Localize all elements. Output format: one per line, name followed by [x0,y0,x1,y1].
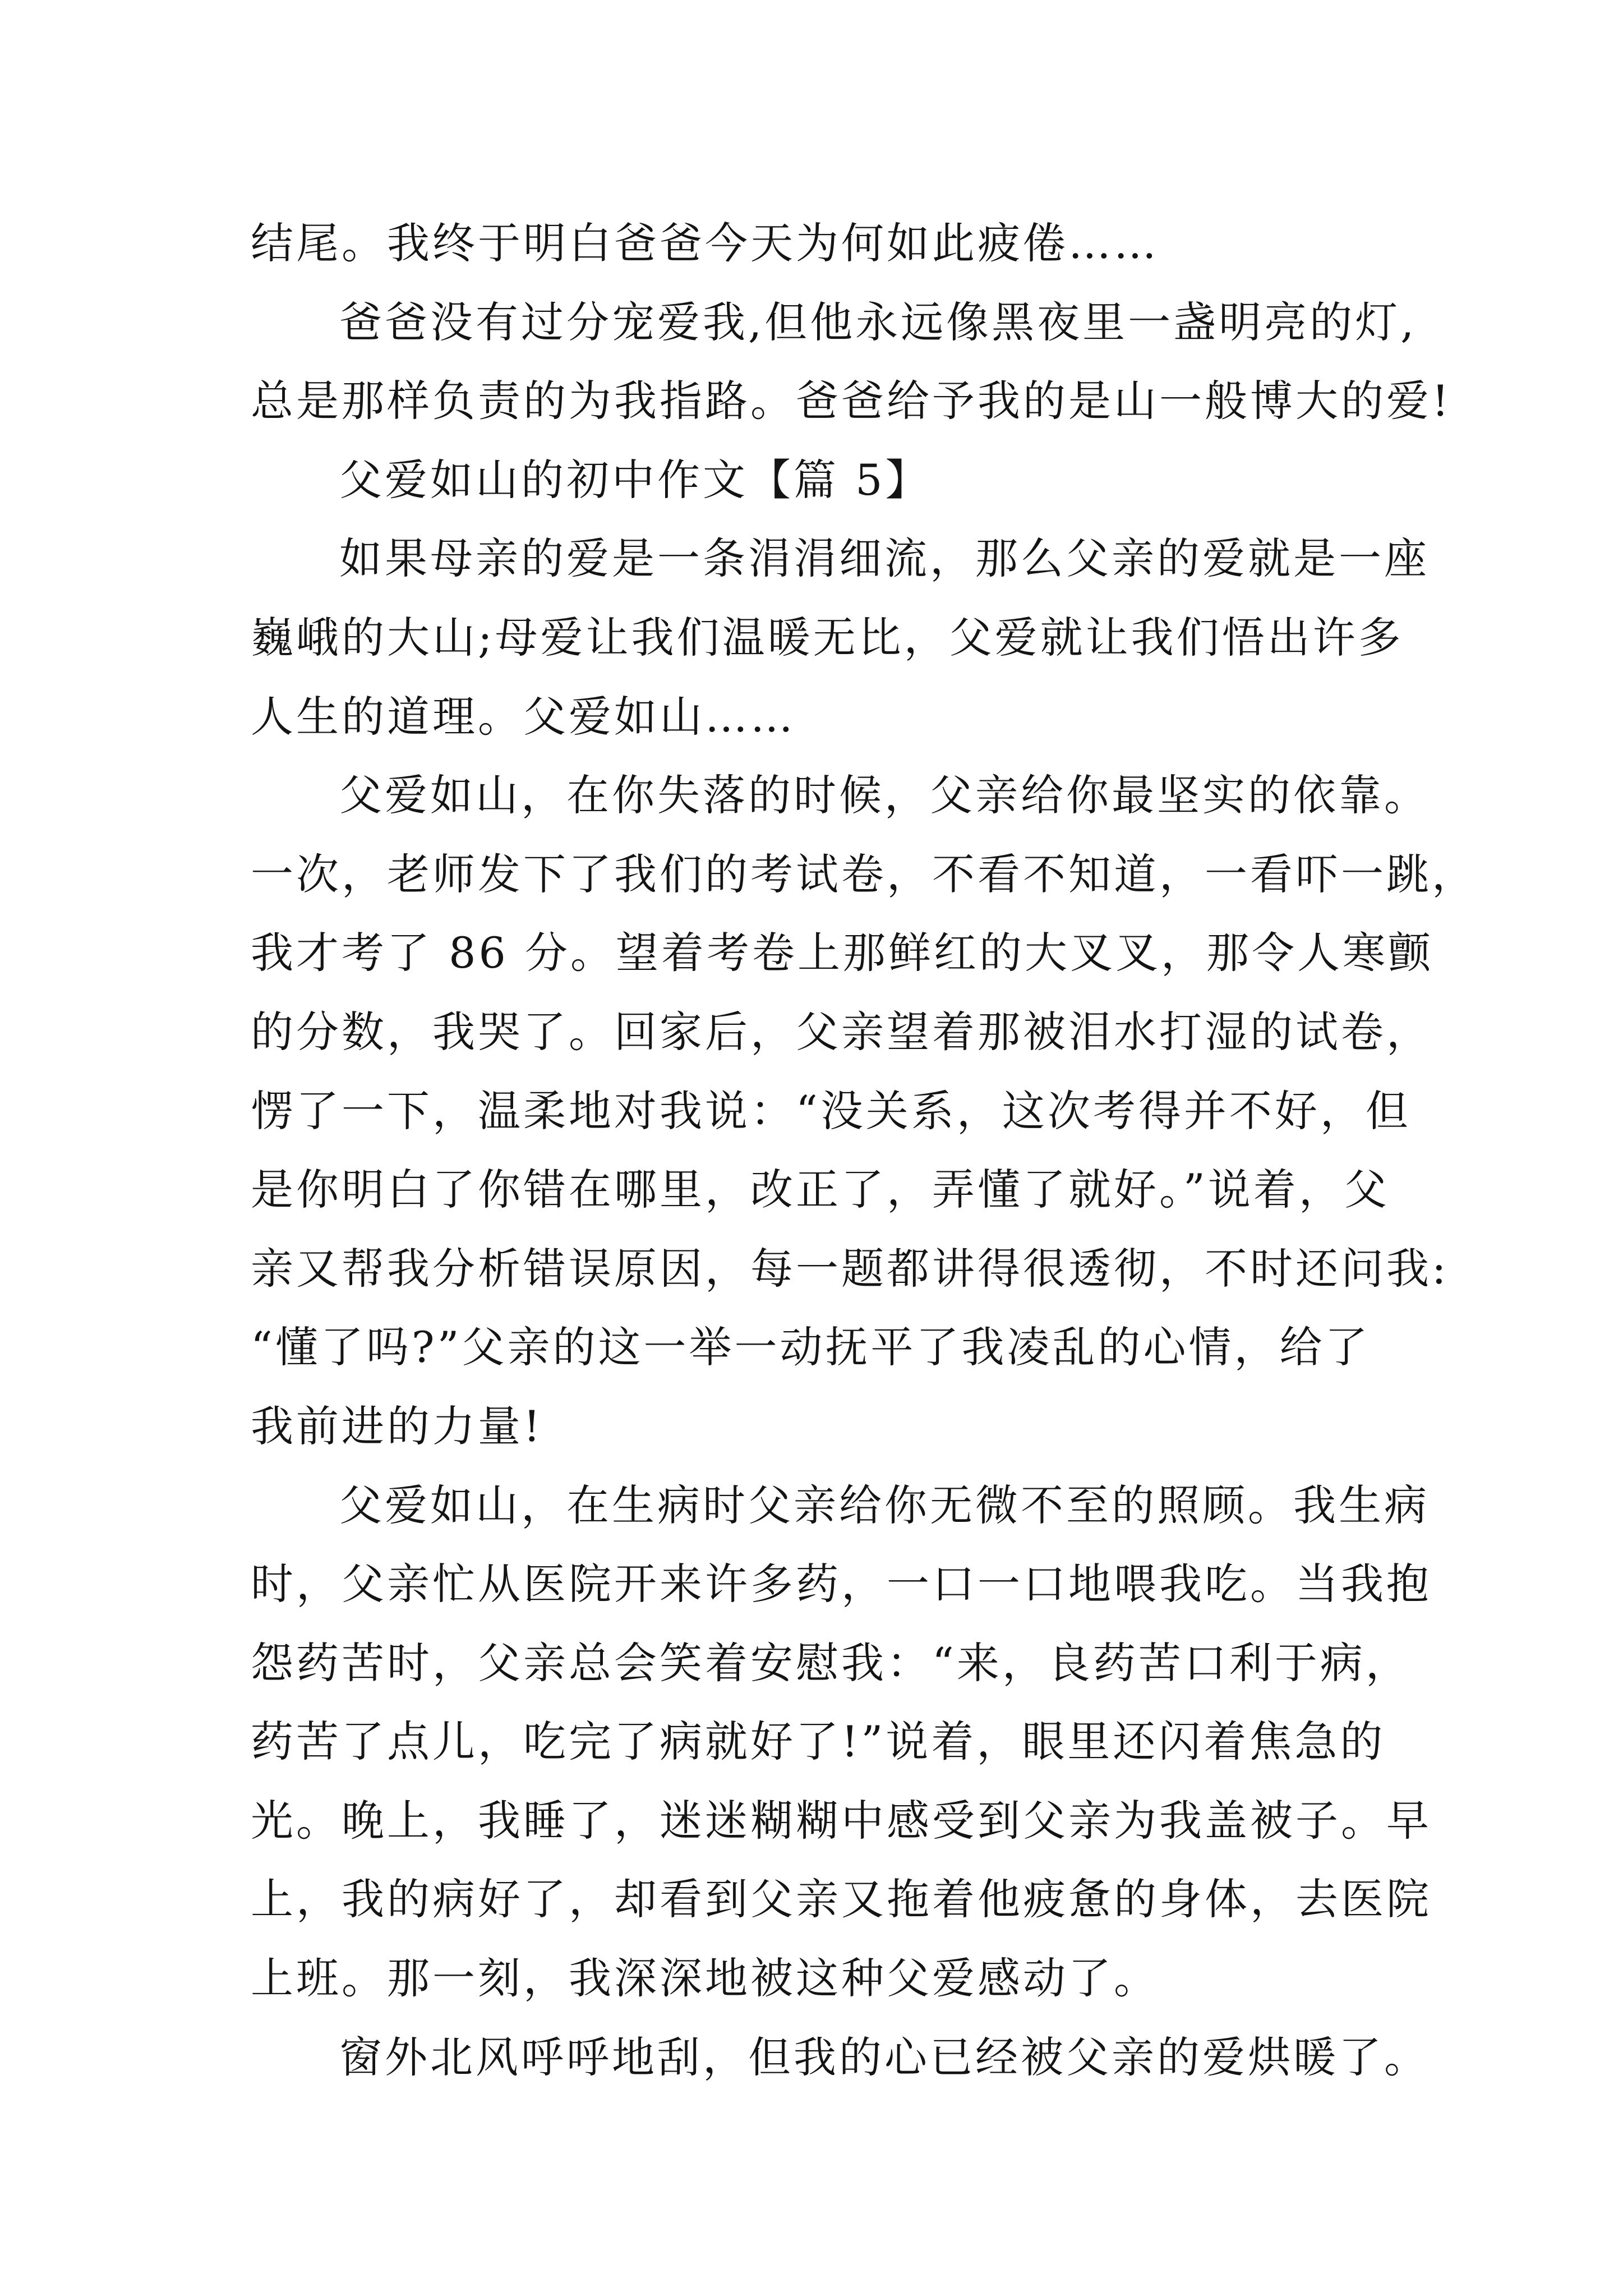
document-body [251,204,1484,2097]
text-line: 父爱如山，在生病时父亲给你无微不至的照顾。我生病 [339,1480,1430,1530]
text-line: 我才考了 86 分。望着考卷上那鲜红的大叉叉，那令人寒颤 [251,928,1434,978]
text-line: 是你明白了你错在哪里，改正了，弄懂了就好。”说着，父 [251,1165,1390,1215]
text-line: 爸爸没有过分宠爱我,但他永远像黑夜里一盏明亮的灯, [339,297,1417,347]
paragraph [251,2018,1484,2097]
text-line: 一次，老师发下了我们的考试卷，不看不知道，一看吓一跳， [251,849,1477,899]
text-line: 结尾。我终于明白爸爸今天为何如此疲倦…… [251,218,1159,268]
paragraph [251,519,1484,756]
paragraph [251,1466,1484,2018]
text-line: 的分数，我哭了。回家后，父亲望着那被泪水打湿的试卷， [251,1006,1432,1057]
text-line: 窗外北风呼呼地刮，但我的心已经被父亲的爱烘暖了。 [339,2032,1430,2082]
section-heading: 父爱如山的初中作文【篇 5】 [339,454,931,505]
text-line: 光。晚上，我睡了，迷迷糊糊中感受到父亲为我盖被子。早 [251,1795,1432,1846]
text-line: 亲又帮我分析错误原因，每一题都讲得很透彻，不时还问我: [251,1243,1449,1294]
text-line: 上班。那一刻，我深深地被这种父爱感动了。 [251,1953,1159,2004]
paragraph [251,756,1484,1466]
text-line: 怨药苦时，父亲总会笑着安慰我：“来，良药苦口利于病， [251,1637,1411,1688]
text-line: 上，我的病好了，却看到父亲又拖着他疲惫的身体，去医院 [251,1874,1432,1925]
paragraph [251,204,1484,283]
text-line: 如果母亲的爱是一条涓涓细流，那么父亲的爱就是一座 [339,533,1430,584]
text-line: 我前进的力量! [251,1401,543,1451]
text-line: 巍峨的大山;母爱让我们温暖无比，父爱就让我们悟出许多 [251,612,1404,662]
text-line: 药苦了点儿，吃完了病就好了!”说着，眼里还闪着焦急的 [251,1717,1386,1767]
text-line: 父爱如山，在你失落的时候，父亲给你最坚实的依靠。 [339,770,1430,821]
text-line: 人生的道理。父爱如山…… [251,691,796,742]
text-line: “懂了吗?”父亲的这一举一动抚平了我凌乱的心情，给了 [251,1322,1371,1373]
text-line: 时，父亲忙从医院开来许多药，一口一口地喂我吃。当我抱 [251,1559,1432,1609]
paragraph [251,283,1484,441]
text-line: 总是那样负责的为我指路。爸爸给予我的是山一般博大的爱! [251,376,1452,426]
text-line: 愣了一下，温柔地对我说：“没关系，这次考得并不好，但 [251,1085,1411,1136]
